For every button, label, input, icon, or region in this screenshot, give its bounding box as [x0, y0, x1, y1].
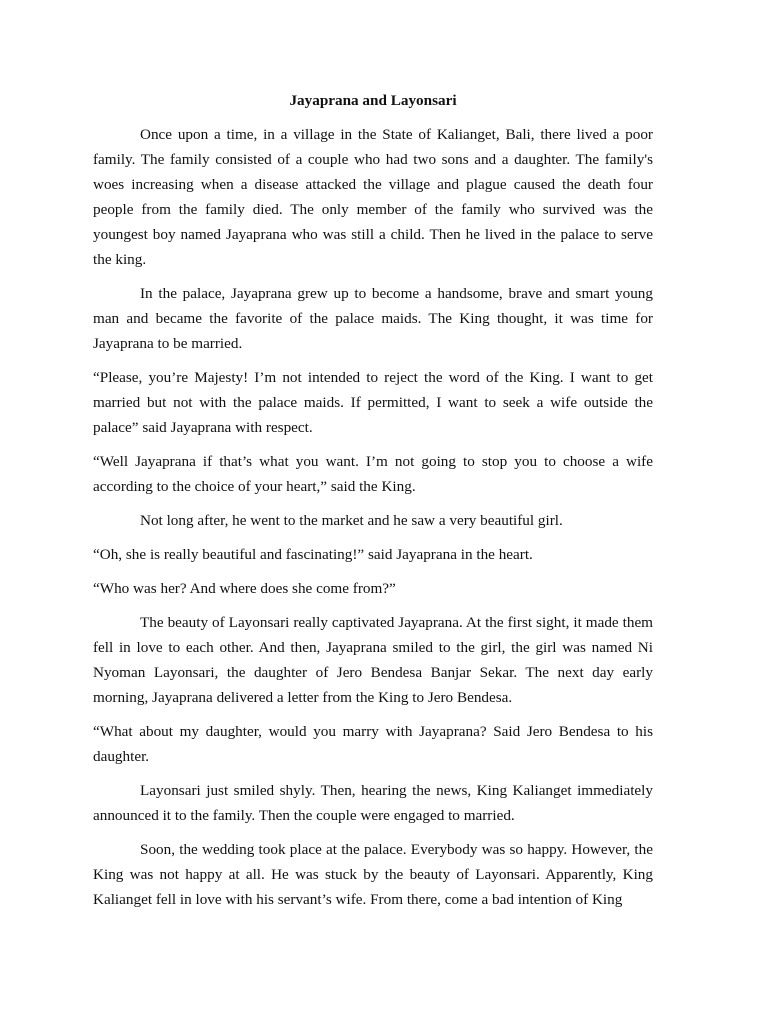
paragraph-11: Soon, the wedding took place at the palace. Everybody was so happy. However, the King was not happy at all. He was stuck by the beauty of Layonsari. Apparently, King Kalianget fell in love with his servant’s wife. From there, come a bad intention of King [93, 841, 653, 908]
paragraph-2: In the palace, Jayaprana grew up to become a handsome, brave and smart young man and became the favorite of the palace maids. The King thought, it was time for Jayaprana to be married. [93, 285, 653, 352]
paragraph-1: Once upon a time, in a village in the State of Kalianget, Bali, there lived a poor family. The family consisted of a couple who had two sons and a daughter. The family's woes increasing when a disease attacked the village and plague caused the death four people from the family died. The only member of the family who survived was the youngest boy named Jayaprana who was still a child. Then he lived in the palace to serve the king. [93, 126, 653, 268]
document-title: Jayaprana and Layonsari [289, 92, 457, 109]
paragraph-5: Not long after, he went to the market and he saw a very beautiful girl. [140, 512, 563, 529]
paragraph-7: “Who was her? And where does she come from?” [93, 580, 396, 597]
paragraph-6: “Oh, she is really beautiful and fascinating!” said Jayaprana in the heart. [93, 546, 533, 563]
paragraph-8: The beauty of Layonsari really captivated Jayaprana. At the first sight, it made them fell in love to each other. And then, Jayaprana smiled to the girl, the girl was named Ni Nyoman Layonsari, the daughter of Jero Bendesa Banjar Sekar. The next day early morning, Jayaprana delivered a letter from the King to Jero Bendesa. [93, 614, 653, 706]
paragraph-3: “Please, you’re Majesty! I’m not intended to reject the word of the King. I want to get married but not with the palace maids. If permitted, I want to seek a wife outside the palace” said Jayaprana with respect. [93, 369, 653, 436]
paragraph-10: Layonsari just smiled shyly. Then, hearing the news, King Kalianget immediately announced it to the family. Then the couple were engaged to married. [93, 782, 653, 824]
paragraph-4: “Well Jayaprana if that’s what you want. I’m not going to stop you to choose a wife according to the choice of your heart,” said the King. [93, 453, 653, 495]
paragraph-9: “What about my daughter, would you marry with Jayaprana? Said Jero Bendesa to his daughter. [93, 723, 653, 765]
